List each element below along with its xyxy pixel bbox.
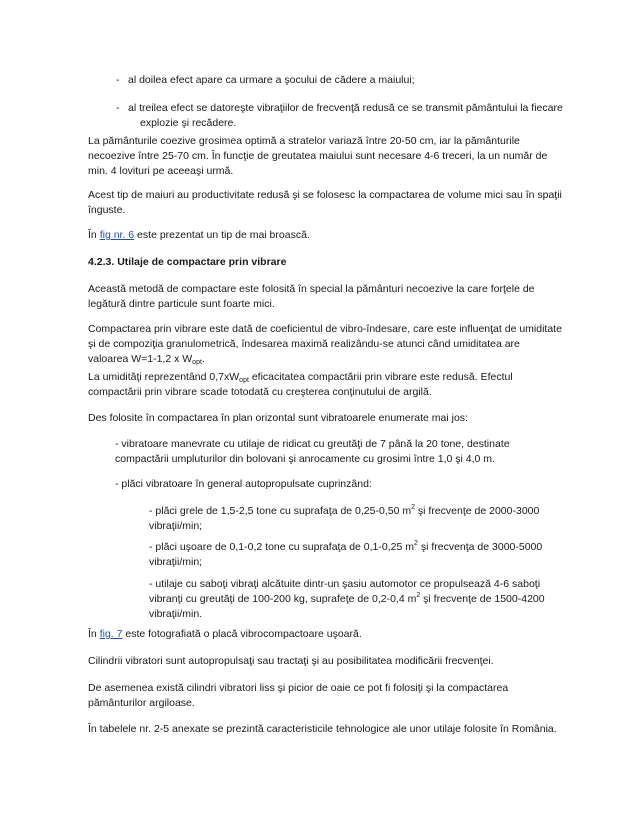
- sub-list-item: - plăci grele de 1,5-2,5 tone cu suprafaţa de 0,25-0,50 $m^2$ şi frecvenţe de 2000-3000 vibraţii/min;: [149, 504, 540, 532]
- bullet-text-line1: al treilea efect se datoreşte vibraţiilor de frecvenţă redusă ce se transmit pământului la fiecare: [128, 102, 563, 114]
- paragraph: Cilindrii vibratori sunt autopropulsaţi sau tractaţi şi au posibilitatea modificării frecvenţei.: [88, 655, 494, 667]
- paragraph: La umidităţi reprezentând $0,7xW_{opt}$ eficacitatea compactării prin vibrare este redusă. Efectul compactării prin vibrare scade totodată cu creşterea conţinutului de argilă.: [88, 371, 513, 398]
- sub-list-item: - utilaje cu saboţi vibraţi alcătuite dintr-un şasiu automotor ce propulsează 4-6 saboţi vibranţi cu greutăţi de 100-200 kg, suprafeţe de 0,2-0,4 $m^2$ şi frecvenţe de 1500-4200 vibraţii/min.: [149, 578, 545, 620]
- list-item: - plăci vibratoare în general autopropulsate cuprinzând:: [115, 478, 372, 490]
- paragraph: Des folosite în compactarea în plan orizontal sunt vibratoarele enumerate mai jos:: [88, 412, 468, 424]
- paragraph: Această metodă de compactare este folosită în special la pământuri necoezive la care forţele de legătură dintre particule sunt foarte mici.: [88, 283, 535, 310]
- paragraph: În fig nr. 6 este prezentat un tip de mai broască.: [88, 229, 310, 241]
- sub-list-item: - plăci uşoare de 0,1-0,2 tone cu suprafaţa de 0,1-0,25 $m^2$ şi frecvenţa de 3000-5000 vibraţii/min;: [149, 540, 543, 568]
- list-item: - vibratoare manevrate cu utilaje de ridicat cu greutăţi de 7 până la 20 tone, destinate compactării umpluturilor din bolovani şi anrocamente cu grosimi între 1,0 şi 4,0 m.: [115, 438, 510, 465]
- figure-link[interactable]: fig nr. 6: [99, 229, 135, 241]
- paragraph: La pământurile coezive grosimea optimă a stratelor variază între 20-50 cm, iar la pământurile necoezive între 25-70 cm. În funcţie de greutatea maiului sunt necesare 4-6 treceri, la un număr de min. 4 lovituri pe aceeaşi urmă.: [88, 135, 548, 177]
- figure-link[interactable]: fig. 7: [99, 628, 123, 640]
- paragraph: În fig. 7 este fotografiată o placă vibrocompactoare uşoară.: [88, 628, 362, 640]
- section-heading: 4.2.3. Utilaje de compactare prin vibrare: [88, 256, 287, 268]
- bullet-dash: -: [116, 102, 120, 114]
- paragraph: Compactarea prin vibrare este dată de coeficientul de vibro-îndesare, care este influenţat de umiditate şi de compoziţia granulometrică, îndesarea maximă realizându-se atunci când umiditatea are valoarea W=1-1,2 x $W_{opt}$.: [88, 323, 562, 366]
- bullet-dash: -: [116, 74, 120, 86]
- bullet-text-line2: explozie şi recădere.: [140, 117, 237, 129]
- bullet-text: al doilea efect apare ca urmare a şocului de cădere a maiului;: [128, 74, 415, 86]
- paragraph: De asemenea există cilindri vibratori liss şi picior de oaie ce pot fi folosiţi şi la compactarea pământurilor argiloase.: [88, 682, 509, 709]
- paragraph: În tabelele nr. 2-5 anexate se prezintă caracteristicile tehnologice ale unor utilaje folosite în România.: [88, 723, 557, 735]
- paragraph: Acest tip de maiuri au productivitate redusă şi se folosesc la compactarea de volume mici sau în spaţii înguste.: [88, 189, 562, 216]
